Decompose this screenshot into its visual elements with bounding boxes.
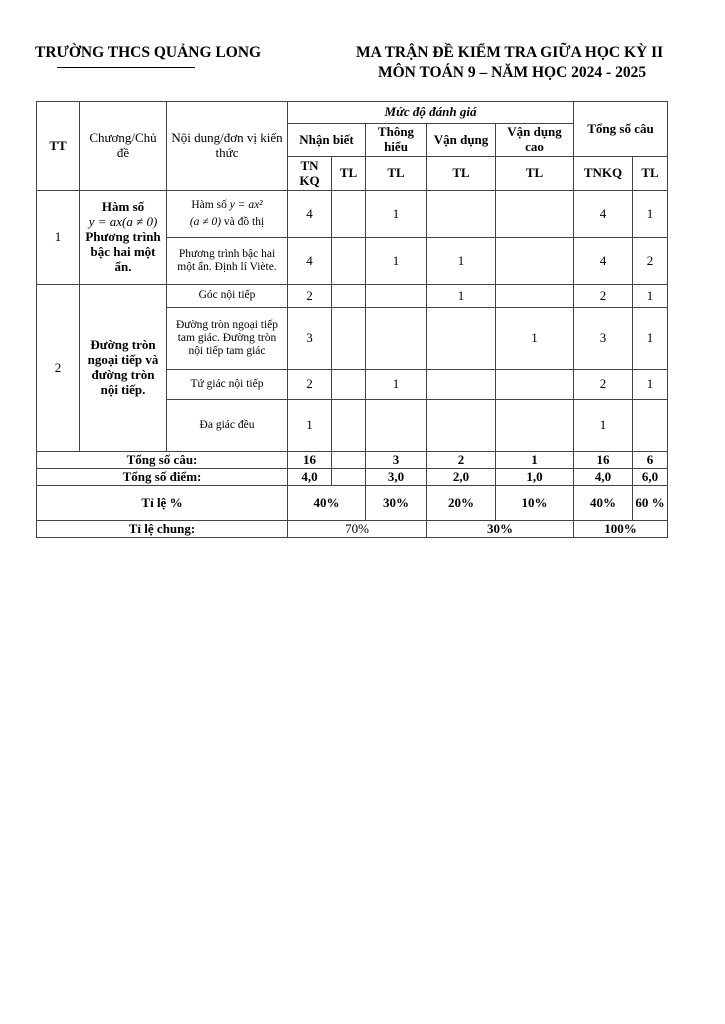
cell-nb-tl [332,400,366,452]
section-number: 1 [37,191,80,285]
cell-th-tl [366,308,427,370]
cell-nb-tnkq: 1 [288,400,332,452]
cell-total-tl: 2 [633,238,668,285]
school-name: TRƯỜNG THCS QUẢNG LONG [35,44,262,61]
cell-total-tl: 1 [633,308,668,370]
summary-total-tl: 6 [633,452,668,469]
assessment-matrix-table [36,101,668,538]
header-level-group: Mức độ đánh giá [288,102,574,124]
header-vdc-tl: TL [496,157,574,191]
header-total-tnkq: TNKQ [574,157,633,191]
content-cell [167,191,288,238]
cell-vdc-tl [496,400,574,452]
cell-vdc-tl [496,370,574,400]
cell-nb-tl [332,238,366,285]
content-lead: Hàm số [191,198,227,211]
summary-th: 3 [366,452,427,469]
section-number: 2 [37,285,80,452]
header-th-tl: TL [366,157,427,191]
summary-total-tl: 6,0 [633,469,668,486]
summary-label: Tỉ lệ chung: [37,521,288,538]
content-cell: Tứ giác nội tiếp [167,370,288,400]
summary-vd: 2,0 [427,469,496,486]
summary-vd: 20% [427,486,496,521]
cell-total-tnkq: 4 [574,238,633,285]
topic-line: Hàm số [101,199,145,215]
cell-nb-tnkq: 2 [288,370,332,400]
header-vd-tl: TL [427,157,496,191]
header-total: Tổng số câu [574,102,668,157]
summary-overall-total: 100% [574,521,668,538]
cell-th-tl: 1 [366,238,427,285]
cell-vd-tl [427,370,496,400]
cell-vd-tl [427,308,496,370]
cell-total-tl: 1 [633,285,668,308]
cell-total-tnkq: 4 [574,191,633,238]
document-subtitle: MÔN TOÁN 9 – NĂM HỌC 2024 - 2025 [378,64,647,81]
cell-th-tl: 1 [366,370,427,400]
topic-line: Phương trình bậc hai một ẩn. [85,229,161,274]
header-nhan-biet: Nhận biết [288,124,366,157]
summary-vdc: 10% [496,486,574,521]
summary-total-tnkq: 16 [574,452,633,469]
summary-th: 3,0 [366,469,427,486]
cell-total-tl: 1 [633,191,668,238]
cell-vdc-tl: 1 [496,308,574,370]
cell-total-tl [633,400,668,452]
cell-total-tnkq: 1 [574,400,633,452]
section-topic [80,191,167,285]
header-chapter: Chương/Chủ đề [80,102,167,191]
cell-nb-tl [332,191,366,238]
header-van-dung-cao: Vận dụng cao [496,124,574,157]
content-tail: và đồ thị [223,216,265,228]
summary-overall-group1: 70% [288,521,427,538]
cell-vdc-tl [496,191,574,238]
content-equation: y = ax² [229,198,263,211]
header-total-tl: TL [633,157,668,191]
header-thong-hieu: Thông hiểu [366,124,427,157]
summary-label: Tổng số điểm: [37,469,288,486]
header-row-1 [37,102,668,124]
summary-vdc: 1 [496,452,574,469]
cell-th-tl [366,400,427,452]
table-row [37,285,668,308]
cell-vd-tl: 1 [427,285,496,308]
cell-nb-tnkq: 2 [288,285,332,308]
content-equation: (a ≠ 0) [189,216,222,228]
summary-questions-row [37,452,668,469]
cell-nb-tnkq: 4 [288,191,332,238]
summary-label: Tỉ lệ % [37,486,288,521]
cell-vdc-tl [496,238,574,285]
cell-total-tnkq: 2 [574,285,633,308]
cell-nb-tnkq: 3 [288,308,332,370]
summary-total-tnkq: 40% [574,486,633,521]
cell-total-tnkq: 3 [574,308,633,370]
school-underline [57,67,195,68]
content-cell: Phương trình bậc hai một ẩn. Định lí Viète. [167,238,288,285]
content-cell: Góc nội tiếp [167,285,288,308]
cell-nb-tl [332,285,366,308]
content-cell: Đa giác đều [167,400,288,452]
header-tt: TT [37,102,80,191]
header-van-dung: Vận dụng [427,124,496,157]
summary-vd: 2 [427,452,496,469]
summary-points-row [37,469,668,486]
document-title: MA TRẬN ĐỀ KIỂM TRA GIỮA HỌC KỲ II [356,44,664,61]
cell-nb-tl [332,370,366,400]
summary-th: 30% [366,486,427,521]
summary-nb-tl [332,469,366,486]
content-cell: Đường tròn ngoại tiếp tam giác. Đường tròn nội tiếp tam giác [167,308,288,370]
summary-overall-row [37,521,668,538]
summary-overall-group2: 30% [427,521,574,538]
cell-vd-tl [427,400,496,452]
summary-nb: 40% [288,486,366,521]
table-row [37,191,668,238]
topic-equation: y = ax(a ≠ 0) [88,214,158,230]
summary-label: Tổng số câu: [37,452,288,469]
cell-th-tl: 1 [366,191,427,238]
cell-nb-tl [332,308,366,370]
summary-total-tnkq: 4,0 [574,469,633,486]
cell-nb-tnkq: 4 [288,238,332,285]
cell-total-tnkq: 2 [574,370,633,400]
header-content: Nội dung/đơn vị kiến thức [167,102,288,191]
cell-vd-tl [427,191,496,238]
summary-nb-tnkq: 4,0 [288,469,332,486]
summary-total-tl: 60 % [633,486,668,521]
cell-th-tl [366,285,427,308]
summary-nb-tl [332,452,366,469]
header-nb-tl: TL [332,157,366,191]
cell-vdc-tl [496,285,574,308]
header-nb-tnkq: TN KQ [288,157,332,191]
summary-vdc: 1,0 [496,469,574,486]
cell-total-tl: 1 [633,370,668,400]
summary-percent-row [37,486,668,521]
section-topic: Đường tròn ngoại tiếp và đường tròn nội tiếp. [80,285,167,452]
cell-vd-tl: 1 [427,238,496,285]
summary-nb-tnkq: 16 [288,452,332,469]
